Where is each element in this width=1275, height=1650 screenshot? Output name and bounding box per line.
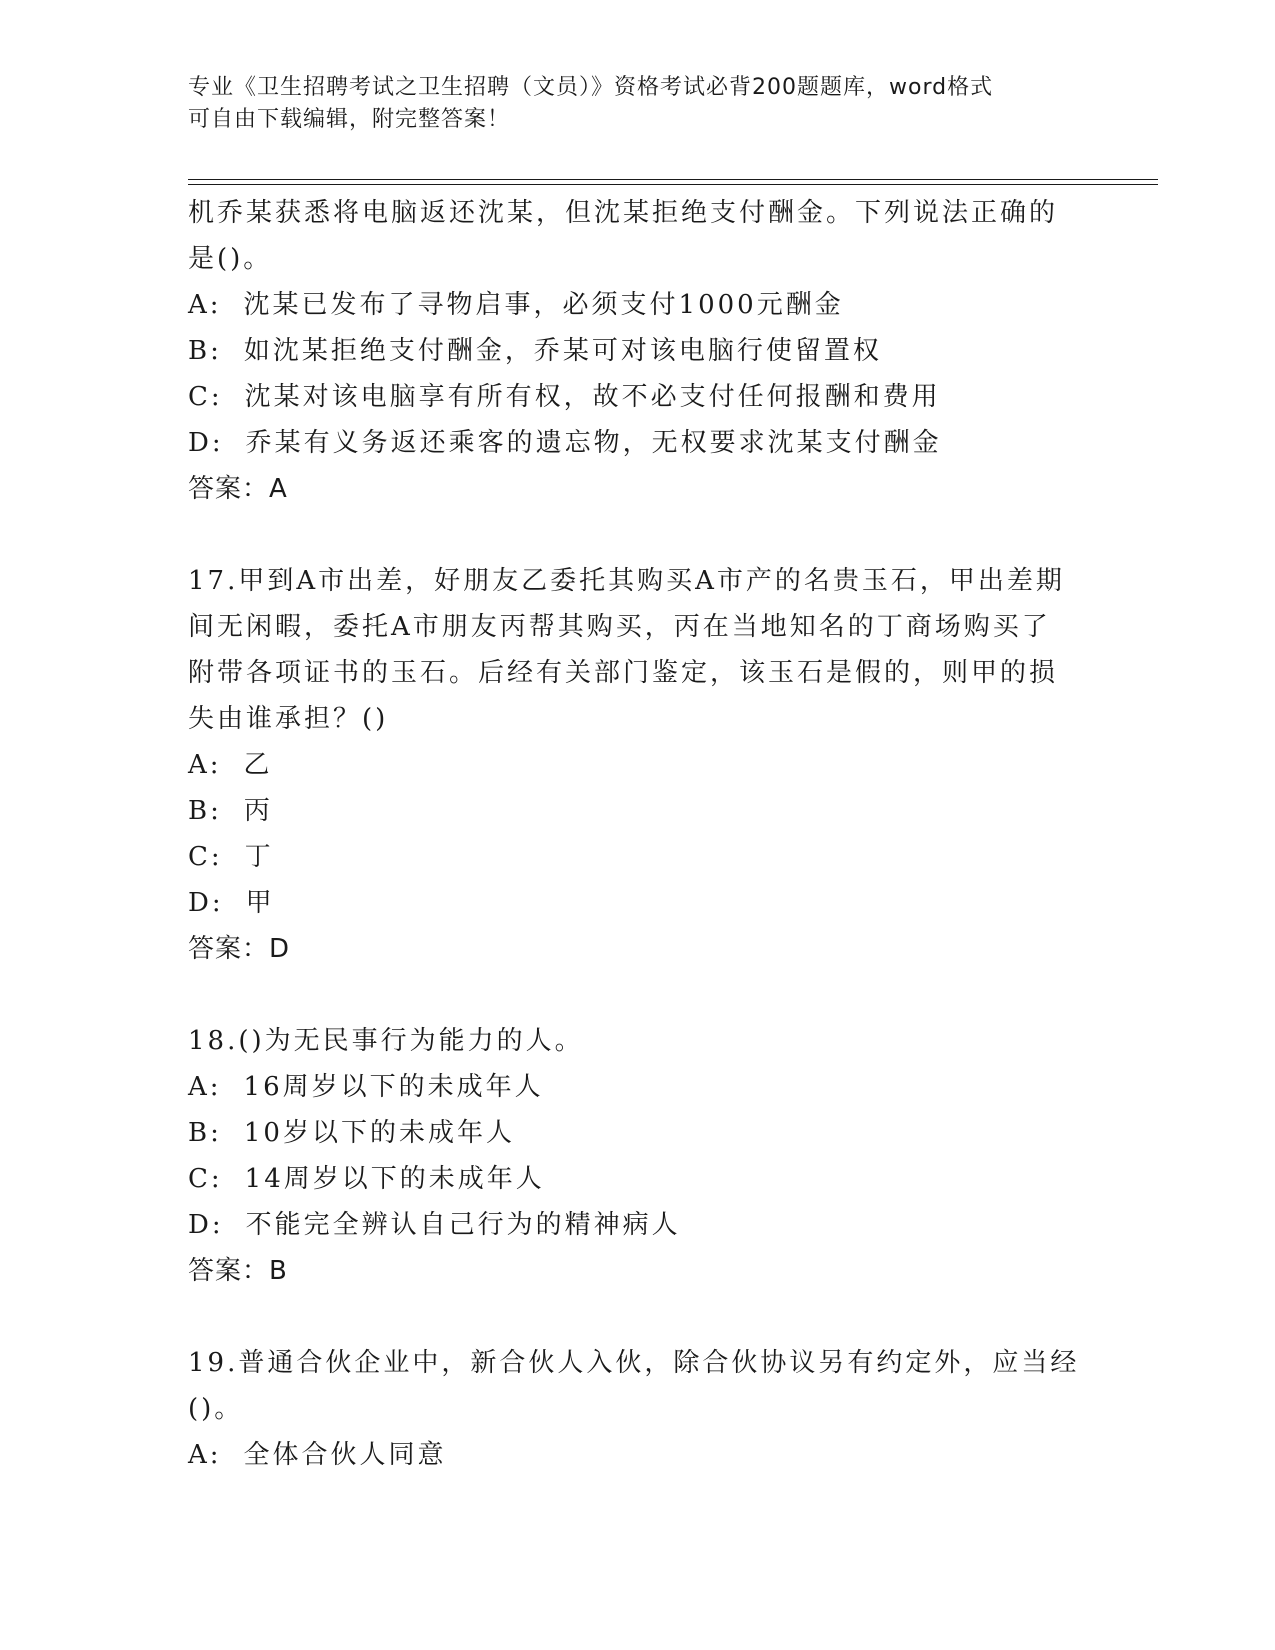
option-text: 乔某有义务返还乘客的遗忘物，无权要求沈某支付酬金 xyxy=(245,428,942,458)
answer-option xyxy=(188,328,1088,374)
question-text-line: 18.()为无民事行为能力的人。 xyxy=(188,1026,584,1056)
document-header xyxy=(188,72,1088,136)
option-letter: B: xyxy=(188,796,222,826)
option-text: 如沈某拒绝支付酬金，乔某可对该电脑行使留置权 xyxy=(243,336,882,366)
answer-option xyxy=(188,420,1088,466)
option-letter: A: xyxy=(188,750,222,780)
question-text-line: 附带各项证书的玉石。后经有关部门鉴定，该玉石是假的，则甲的损 xyxy=(188,658,1059,688)
option-letter: D: xyxy=(188,428,224,458)
answer-option xyxy=(188,1202,1088,1248)
question-text-line: 是()。 xyxy=(188,244,273,274)
answer-option xyxy=(188,742,1088,788)
answer-option xyxy=(188,374,1088,420)
option-text: 甲 xyxy=(245,888,275,918)
answer-option xyxy=(188,834,1088,880)
question-text-line: 17.甲到A市出差，好朋友乙委托其购买A市产的名贵玉石，甲出差期 xyxy=(188,566,1065,596)
option-letter: C: xyxy=(188,382,223,412)
answer-option xyxy=(188,1432,1088,1478)
answer-option xyxy=(188,880,1088,926)
option-text: 丁 xyxy=(244,842,274,872)
question-text-line: 失由谁承担？() xyxy=(188,704,389,734)
option-text: 10岁以下的未成年人 xyxy=(243,1118,515,1148)
option-text: 沈某已发布了寻物启事，必须支付1000元酬金 xyxy=(243,290,844,320)
option-text: 沈某对该电脑享有所有权，故不必支付任何报酬和费用 xyxy=(244,382,941,412)
answer-option xyxy=(188,788,1088,834)
option-text: 丙 xyxy=(243,796,273,826)
header-line-1: 专业《卫生招聘考试之卫生招聘（文员）》资格考试必背200题题库，word格式 xyxy=(188,75,994,100)
option-letter: A: xyxy=(188,1440,222,1470)
header-divider-bottom xyxy=(188,184,1158,185)
option-letter: B: xyxy=(188,1118,222,1148)
option-letter: A: xyxy=(188,1072,222,1102)
answer-key: 答案：B xyxy=(188,1256,288,1286)
question-text-line: ()。 xyxy=(188,1394,244,1424)
option-text: 乙 xyxy=(243,750,273,780)
answer-option xyxy=(188,1110,1088,1156)
question-block xyxy=(188,1018,1088,1294)
option-letter: C: xyxy=(188,842,223,872)
option-letter: D: xyxy=(188,888,224,918)
question-block xyxy=(188,1340,1088,1478)
question-block xyxy=(188,558,1088,972)
option-text: 不能完全辨认自己行为的精神病人 xyxy=(245,1210,681,1240)
header-line-2: 可自由下载编辑，附完整答案！ xyxy=(188,107,511,132)
answer-key: 答案：A xyxy=(188,474,288,504)
option-letter: C: xyxy=(188,1164,223,1194)
option-letter: D: xyxy=(188,1210,224,1240)
question-text-line: 19.普通合伙企业中，新合伙人入伙，除合伙协议另有约定外，应当经 xyxy=(188,1348,1080,1378)
option-letter: A: xyxy=(188,290,222,320)
header-divider-top xyxy=(188,179,1158,180)
question-list xyxy=(188,190,1088,1478)
answer-option xyxy=(188,282,1088,328)
answer-key: 答案：D xyxy=(188,934,291,964)
option-letter: B: xyxy=(188,336,222,366)
answer-option xyxy=(188,1064,1088,1110)
question-block xyxy=(188,190,1088,512)
option-text: 14周岁以下的未成年人 xyxy=(244,1164,545,1194)
question-text-line: 机乔某获悉将电脑返还沈某，但沈某拒绝支付酬金。下列说法正确的 xyxy=(188,198,1059,228)
option-text: 16周岁以下的未成年人 xyxy=(243,1072,544,1102)
answer-option xyxy=(188,1156,1088,1202)
option-text: 全体合伙人同意 xyxy=(243,1440,447,1470)
question-text-line: 间无闲暇，委托A市朋友丙帮其购买，丙在当地知名的丁商场购买了 xyxy=(188,612,1051,642)
